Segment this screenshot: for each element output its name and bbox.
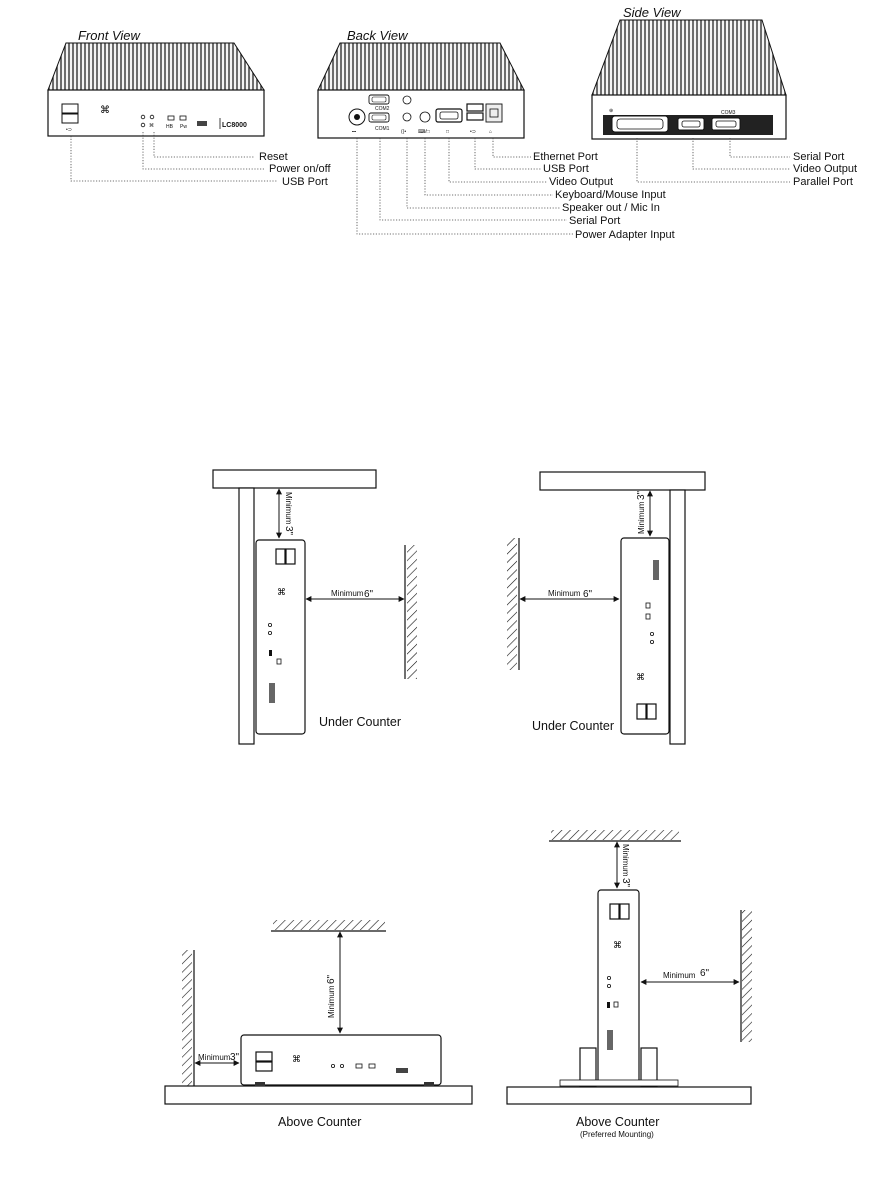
- svg-text:Minimum: Minimum: [327, 985, 336, 1018]
- svg-text:Minimum: Minimum: [548, 589, 581, 598]
- svg-text:Minimum: Minimum: [637, 501, 646, 534]
- svg-text:HB: HB: [166, 124, 173, 130]
- svg-text:Minimum: Minimum: [621, 844, 630, 877]
- svg-text:Minimum: Minimum: [284, 492, 293, 525]
- com1-label: COM1: [375, 126, 390, 132]
- svg-text:⌘: ⌘: [149, 123, 154, 129]
- front-callout: USB Port: [282, 176, 328, 188]
- svg-text:((•: ((•: [401, 129, 407, 135]
- under-counter-right: [507, 472, 705, 744]
- usb-port-icon: [62, 104, 78, 113]
- svg-text:6": 6": [326, 974, 337, 984]
- ceiling-hatch: [273, 920, 385, 930]
- com2-port: [369, 95, 389, 104]
- parallel-port: [612, 116, 668, 132]
- side-view: [592, 5, 857, 188]
- side-callout: Serial Port: [793, 151, 845, 163]
- stand-base: [560, 1080, 678, 1086]
- model-label: LC8000: [222, 122, 247, 129]
- caption: Under Counter: [532, 719, 614, 733]
- svg-text:6": 6": [583, 589, 593, 600]
- svg-text:•⊃: •⊃: [470, 129, 476, 135]
- back-view-title: Back View: [347, 28, 408, 43]
- side-callout: Parallel Port: [793, 176, 853, 188]
- heatsink-fins: [48, 43, 264, 90]
- usb-port-icon: [62, 114, 78, 123]
- svg-text:⌘: ⌘: [636, 673, 645, 683]
- back-callout: Ethernet Port: [533, 151, 598, 163]
- mount-bracket: [670, 490, 685, 744]
- caption: Above Counter: [576, 1115, 660, 1129]
- mount-bracket: [239, 488, 254, 744]
- caption: Above Counter: [278, 1115, 362, 1129]
- heatsink-fins: [592, 20, 786, 95]
- front-view: [48, 28, 332, 188]
- ceiling-hatch: [551, 830, 679, 840]
- svg-text:⌨/□: ⌨/□: [418, 129, 430, 135]
- logo-icon: [197, 121, 207, 126]
- svg-text:⌘: ⌘: [292, 1055, 301, 1065]
- svg-text:⎓: ⎓: [352, 129, 356, 135]
- wall-hatch: [407, 545, 417, 679]
- front-callout: Power on/off: [269, 163, 331, 175]
- above-counter-left: [165, 920, 472, 1129]
- svg-text:3": 3": [620, 878, 631, 888]
- under-counter-left: [213, 470, 417, 744]
- svg-text:□: □: [446, 129, 450, 135]
- svg-text:6": 6": [364, 589, 374, 600]
- terminal-unit: [256, 540, 305, 734]
- counter-top: [540, 472, 705, 490]
- heatsink-fins: [318, 43, 524, 90]
- back-callout: Speaker out / Mic In: [562, 202, 660, 214]
- svg-text:Minimum: Minimum: [198, 1053, 231, 1062]
- fan-icon: ⌘: [100, 105, 110, 116]
- usb-port-icon: [467, 104, 483, 111]
- front-callout: Reset: [259, 151, 288, 163]
- svg-text:•⊃: •⊃: [66, 127, 72, 133]
- svg-text:⌂: ⌂: [489, 129, 493, 135]
- counter-top: [213, 470, 376, 488]
- back-callout: USB Port: [543, 163, 589, 175]
- usb-port-icon: [467, 113, 483, 120]
- back-callout: Keyboard/Mouse Input: [555, 189, 666, 201]
- com2-label: COM2: [375, 106, 390, 112]
- back-callout: Video Output: [549, 176, 614, 188]
- svg-text:Pw: Pw: [180, 124, 187, 130]
- above-counter-right: [507, 830, 752, 1139]
- caption: Under Counter: [319, 715, 401, 729]
- counter-top: [507, 1087, 751, 1104]
- ethernet-port-icon: [486, 104, 502, 122]
- front-view-title: Front View: [78, 28, 140, 43]
- svg-text:⌘: ⌘: [277, 588, 286, 598]
- wall-hatch: [182, 950, 192, 1086]
- front-panel: [48, 90, 264, 136]
- svg-text:3": 3": [636, 490, 647, 500]
- svg-text:Minimum: Minimum: [331, 589, 364, 598]
- svg-text:⊕: ⊕: [609, 108, 614, 114]
- counter-top: [165, 1086, 472, 1104]
- svg-text:3": 3": [283, 526, 294, 536]
- side-view-title: Side View: [623, 5, 681, 20]
- com3-label: COM3: [721, 110, 736, 116]
- sub-caption: (Preferred Mounting): [580, 1130, 654, 1139]
- back-callout: Power Adapter Input: [575, 229, 675, 241]
- back-callout: Serial Port: [569, 215, 621, 227]
- wall-hatch: [507, 538, 517, 670]
- svg-text:Minimum: Minimum: [663, 971, 696, 980]
- svg-text:3": 3": [230, 1052, 240, 1063]
- wall-hatch: [742, 910, 752, 1042]
- side-callout: Video Output: [793, 163, 858, 175]
- svg-text:6": 6": [700, 968, 710, 979]
- svg-text:⌘: ⌘: [613, 941, 622, 951]
- com1-port: [369, 113, 389, 122]
